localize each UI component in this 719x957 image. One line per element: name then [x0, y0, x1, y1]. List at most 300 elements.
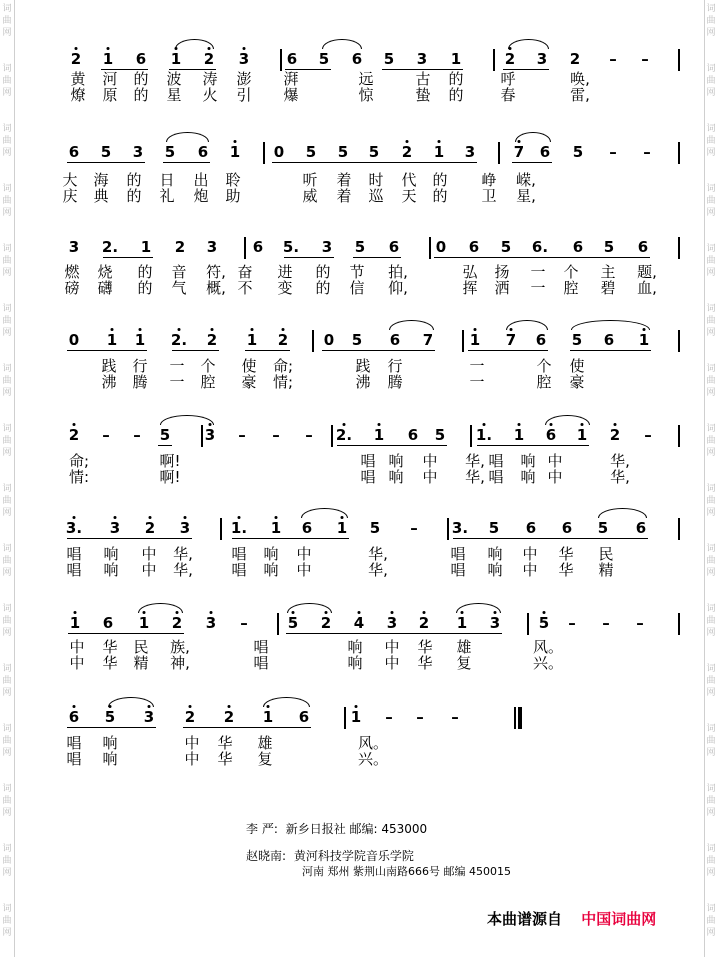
watermark-glyph: 曲 — [706, 496, 716, 506]
note: 6 — [68, 143, 80, 161]
lyric-char: 践 — [101, 357, 117, 375]
octave-dot — [378, 423, 381, 426]
watermark-glyph: 曲 — [706, 136, 716, 146]
note: 6 — [603, 331, 615, 349]
lyric-char: 扬 — [494, 263, 510, 281]
watermark-glyph: 曲 — [2, 196, 12, 206]
lyric-char: 湃 — [283, 70, 299, 88]
lyric-char: 澎 — [236, 70, 252, 88]
watermark-glyph: 曲 — [2, 16, 12, 26]
note: 1 — [229, 143, 241, 161]
note: 3 — [386, 614, 398, 632]
octave-dot — [73, 516, 76, 519]
octave-dot — [474, 328, 477, 331]
note: – — [451, 708, 459, 726]
lyric-char: 华 — [217, 750, 233, 768]
lyric-char: 精 — [133, 654, 149, 672]
watermark-glyph: 曲 — [2, 916, 12, 926]
watermark-glyph: 词 — [2, 664, 12, 674]
lyric-line — [0, 187, 719, 205]
lyric-char: 响 — [520, 452, 536, 470]
lyric-char: 的 — [133, 86, 149, 104]
beam-underline — [183, 727, 311, 728]
note: 0 — [323, 331, 335, 349]
lyric-char: 中 — [522, 545, 538, 563]
octave-dot — [111, 328, 114, 331]
lyric-char: 中 — [69, 638, 85, 656]
lyric-char: 中 — [522, 561, 538, 579]
watermark-glyph: 网 — [2, 88, 12, 98]
octave-dot — [184, 516, 187, 519]
watermark-glyph: 词 — [2, 304, 12, 314]
bar-line — [678, 330, 680, 352]
lyric-char: 雷, — [570, 86, 590, 104]
note: 5 — [100, 143, 112, 161]
note: 2 — [184, 708, 196, 726]
watermark-glyph: 词 — [2, 904, 12, 914]
lyric-char: 卫 — [481, 187, 497, 205]
beam-underline — [232, 538, 349, 539]
watermark-glyph: 词 — [706, 64, 716, 74]
octave-dot — [251, 328, 254, 331]
watermark-glyph: 网 — [2, 508, 12, 518]
lyric-char: 拍, — [388, 263, 408, 281]
note: 3. — [65, 519, 83, 537]
beam-underline — [453, 538, 648, 539]
lyric-char: 响 — [347, 638, 363, 656]
note: – — [238, 426, 246, 444]
lyric-char: 华, — [610, 468, 630, 486]
watermark-glyph: 词 — [2, 484, 12, 494]
footer-text-2: 黄河科技学院音乐学院 — [293, 849, 414, 863]
watermark-glyph: 词 — [706, 664, 716, 674]
watermark-glyph: 词 — [706, 904, 716, 914]
octave-dot — [189, 705, 192, 708]
lyric-char: 中 — [384, 654, 400, 672]
note: 3 — [321, 238, 333, 256]
lyric-char: 符, — [206, 263, 226, 281]
lyric-char: 啊! — [159, 468, 181, 486]
lyric-char: 使 — [569, 357, 585, 375]
lyric-char: 星 — [166, 86, 182, 104]
watermark-glyph: 曲 — [706, 556, 716, 566]
watermark-glyph: 网 — [2, 868, 12, 878]
note: 5 — [500, 238, 512, 256]
note: 2 — [70, 50, 82, 68]
bar-line — [201, 425, 203, 447]
note: 6 — [102, 614, 114, 632]
note: 5 — [351, 331, 363, 349]
watermark-glyph: 曲 — [706, 316, 716, 326]
octave-dot — [228, 705, 231, 708]
notes-line — [0, 423, 719, 447]
note: 6 — [468, 238, 480, 256]
note: 5 — [571, 331, 583, 349]
octave-dot — [358, 611, 361, 614]
lyric-char: 一 — [169, 357, 185, 375]
footer-line-3: 河南 郑州 紫荆山南路666号 邮编 450015 — [302, 865, 511, 878]
lyric-char: 的 — [315, 263, 331, 281]
note: – — [272, 426, 280, 444]
watermark-glyph: 网 — [706, 928, 716, 938]
octave-dot — [243, 47, 246, 50]
watermark-glyph: 曲 — [706, 616, 716, 626]
note: 2 — [68, 426, 80, 444]
tie-slur — [175, 39, 214, 49]
watermark-glyph: 词 — [706, 844, 716, 854]
lyric-char: 嵘, — [516, 171, 536, 189]
watermark-glyph: 词 — [2, 184, 12, 194]
octave-dot — [210, 611, 213, 614]
watermark-glyph: 曲 — [706, 856, 716, 866]
lyric-line — [0, 654, 719, 672]
tie-slur — [598, 508, 647, 518]
lyric-char: 的 — [432, 187, 448, 205]
watermark-glyph: 网 — [706, 28, 716, 38]
note: 7 — [513, 143, 525, 161]
bar-line — [462, 330, 464, 352]
watermark-glyph: 词 — [2, 724, 12, 734]
bar-line — [678, 142, 680, 164]
lyric-char: 黄 — [70, 70, 86, 88]
lyric-char: 的 — [315, 279, 331, 297]
octave-dot — [423, 611, 426, 614]
bar-line — [678, 237, 680, 259]
lyric-char: 腾 — [132, 373, 148, 391]
tie-slur — [263, 697, 310, 707]
note: 3 — [416, 50, 428, 68]
lyric-char: 出 — [193, 171, 209, 189]
lyric-char: 爆 — [283, 86, 299, 104]
lyric-char: 响 — [263, 561, 279, 579]
note: 0 — [68, 331, 80, 349]
beam-underline — [353, 257, 401, 258]
watermark-glyph: 网 — [706, 328, 716, 338]
note: 3 — [109, 519, 121, 537]
lyric-char: 惊 — [358, 86, 374, 104]
beam-underline — [468, 350, 548, 351]
note: 1 — [456, 614, 468, 632]
lyric-char: 一 — [169, 373, 185, 391]
octave-dot — [238, 516, 241, 519]
lyric-char: 使 — [241, 357, 257, 375]
notes-line — [0, 47, 719, 71]
lyric-char: 主 — [600, 263, 616, 281]
note: 3 — [489, 614, 501, 632]
lyric-char: 华, — [173, 561, 193, 579]
lyric-char: 引 — [236, 86, 252, 104]
bar-line — [493, 49, 495, 71]
bar-line — [498, 142, 500, 164]
watermark-glyph: 曲 — [706, 916, 716, 926]
beam-underline — [337, 445, 447, 446]
lyric-char: 精 — [598, 561, 614, 579]
watermark-glyph: 网 — [2, 388, 12, 398]
note: 5 — [488, 519, 500, 537]
lyric-char: 唤, — [570, 70, 590, 88]
source-line — [487, 908, 656, 929]
note: 6 — [298, 708, 310, 726]
beam-underline — [163, 162, 210, 163]
bar-line — [678, 49, 680, 71]
bar-line — [263, 142, 265, 164]
note: 1 — [246, 331, 258, 349]
watermark-glyph: 网 — [2, 748, 12, 758]
lyric-char: 时 — [368, 171, 384, 189]
watermark-glyph: 网 — [706, 388, 716, 398]
final-bar-thin — [514, 707, 516, 729]
note: – — [641, 50, 649, 68]
lyric-char: 信 — [349, 279, 365, 297]
watermark-glyph: 网 — [2, 808, 12, 818]
note: 2. — [335, 426, 353, 444]
note: 3 — [238, 50, 250, 68]
lyric-char: 中 — [141, 561, 157, 579]
lyric-char: 族, — [170, 638, 190, 656]
bar-line — [678, 613, 680, 635]
note: 0 — [435, 238, 447, 256]
note: 5 — [164, 143, 176, 161]
lyric-char: 唱 — [488, 452, 504, 470]
note: 1 — [140, 238, 152, 256]
note: 5 — [337, 143, 349, 161]
note: 1 — [170, 50, 182, 68]
watermark-glyph: 网 — [2, 268, 12, 278]
watermark-glyph: 曲 — [706, 376, 716, 386]
lyric-line — [0, 750, 719, 768]
notes-line — [0, 328, 719, 352]
watermark-glyph: 曲 — [2, 676, 12, 686]
footer-line-1 — [246, 822, 427, 837]
octave-dot — [211, 328, 214, 331]
note: 5 — [104, 708, 116, 726]
lyric-char: 弘 — [462, 263, 478, 281]
note: 5 — [434, 426, 446, 444]
bar-line — [277, 613, 279, 635]
lyric-char: 日 — [159, 171, 175, 189]
tie-slur — [389, 320, 434, 330]
note: 6 — [535, 331, 547, 349]
footer-name-2: 赵晓南: — [246, 849, 287, 863]
lyric-char: 一 — [469, 373, 485, 391]
note: – — [636, 614, 644, 632]
octave-dot — [75, 47, 78, 50]
watermark-glyph: 网 — [706, 628, 716, 638]
lyric-char: 燃 — [64, 263, 80, 281]
beam-underline — [322, 350, 435, 351]
watermark-glyph: 词 — [706, 424, 716, 434]
lyric-char: 不 — [237, 279, 253, 297]
octave-dot — [343, 423, 346, 426]
note: 2 — [206, 331, 218, 349]
note: 2 — [609, 426, 621, 444]
octave-dot — [275, 516, 278, 519]
lyric-char: 音 — [171, 263, 187, 281]
watermark-glyph: 词 — [2, 604, 12, 614]
note: 5 — [572, 143, 584, 161]
lyric-char: 响 — [487, 561, 503, 579]
notes-line — [0, 140, 719, 164]
lyric-char: 助 — [225, 187, 241, 205]
footer-text-1: 新乡日报社 邮编: 453000 — [285, 822, 428, 836]
lyric-char: 着 — [336, 171, 352, 189]
watermark-glyph: 网 — [706, 868, 716, 878]
lyric-char: 沸 — [355, 373, 371, 391]
watermark-glyph: 词 — [706, 544, 716, 554]
note: – — [568, 614, 576, 632]
watermark-glyph: 词 — [2, 424, 12, 434]
lyric-char: 唱 — [360, 468, 376, 486]
watermark-glyph: 网 — [706, 808, 716, 818]
note: 4 — [353, 614, 365, 632]
watermark-glyph: 词 — [706, 724, 716, 734]
lyric-char: 个 — [536, 357, 552, 375]
note: – — [643, 143, 651, 161]
note: 3 — [206, 238, 218, 256]
watermark-glyph: 词 — [2, 4, 12, 14]
watermark-glyph: 曲 — [2, 616, 12, 626]
note: 3 — [132, 143, 144, 161]
watermark-glyph: 曲 — [706, 796, 716, 806]
lyric-char: 情: — [68, 468, 90, 486]
note: 1 — [134, 331, 146, 349]
note: 3. — [451, 519, 469, 537]
tie-slur — [571, 320, 650, 330]
notes-line — [0, 705, 719, 729]
watermark-glyph: 词 — [706, 484, 716, 494]
lyric-char: 响 — [102, 750, 118, 768]
lyric-char: 华, — [368, 545, 388, 563]
bar-line — [280, 49, 282, 71]
lyric-char: 命; — [272, 357, 294, 375]
lyric-char: 洒 — [494, 279, 510, 297]
lyric-char: 响 — [103, 561, 119, 579]
note: 3 — [68, 238, 80, 256]
note: – — [240, 614, 248, 632]
lyric-char: 华 — [217, 734, 233, 752]
note: 2 — [223, 708, 235, 726]
note: 1 — [102, 50, 114, 68]
watermark-glyph: 曲 — [706, 196, 716, 206]
tie-slur — [515, 132, 551, 142]
octave-dot — [149, 516, 152, 519]
lyric-char: 华, — [610, 452, 630, 470]
watermark-glyph: 曲 — [2, 76, 12, 86]
lyric-char: 行 — [387, 357, 403, 375]
note: 1. — [475, 426, 493, 444]
watermark-glyph: 曲 — [706, 76, 716, 86]
note: – — [602, 614, 610, 632]
lyric-char: 节 — [349, 263, 365, 281]
beam-underline — [68, 633, 184, 634]
lyric-char: 唱 — [360, 452, 376, 470]
watermark-glyph: 曲 — [2, 736, 12, 746]
watermark-glyph: 网 — [706, 568, 716, 578]
octave-dot — [543, 611, 546, 614]
lyric-line — [0, 86, 719, 104]
note: 3 — [536, 50, 548, 68]
lyric-char: 的 — [448, 86, 464, 104]
lyric-char: 炮 — [193, 187, 209, 205]
lyric-char: 华, — [465, 452, 485, 470]
lyric-char: 河 — [102, 70, 118, 88]
beam-underline — [67, 350, 147, 351]
tie-slur — [506, 320, 548, 330]
watermark-glyph: 曲 — [706, 676, 716, 686]
lyric-char: 豪 — [241, 373, 257, 391]
lyric-char: 一 — [530, 279, 546, 297]
lyric-char: 仰, — [388, 279, 408, 297]
lyric-char: 兴。 — [532, 654, 564, 672]
lyric-char: 挥 — [462, 279, 478, 297]
note: 2 — [504, 50, 516, 68]
note: 2 — [203, 50, 215, 68]
note: 1 — [513, 426, 525, 444]
note: 6 — [525, 519, 537, 537]
note: 2 — [144, 519, 156, 537]
lyric-char: 的 — [133, 70, 149, 88]
tie-slur — [322, 39, 362, 49]
notes-line — [0, 611, 719, 635]
lyric-char: 雄 — [456, 638, 472, 656]
bar-line — [429, 237, 431, 259]
octave-dot — [107, 47, 110, 50]
lyric-char: 复 — [257, 750, 273, 768]
source-site: 中国词曲网 — [581, 910, 657, 928]
note: 2 — [418, 614, 430, 632]
note: 1 — [576, 426, 588, 444]
octave-dot — [614, 423, 617, 426]
note: – — [609, 50, 617, 68]
lyric-char: 聆 — [225, 171, 241, 189]
tie-slur — [138, 603, 183, 613]
note: 6. — [531, 238, 549, 256]
note: 2 — [401, 143, 413, 161]
lyric-char: 呼 — [500, 70, 516, 88]
lyric-char: 民 — [133, 638, 149, 656]
beam-underline — [67, 162, 145, 163]
note: 1 — [69, 614, 81, 632]
lyric-char: 风。 — [532, 638, 564, 656]
lyric-char: 腔 — [563, 279, 579, 297]
lyric-char: 唱 — [488, 468, 504, 486]
beam-underline — [245, 350, 290, 351]
lyric-char: 响 — [347, 654, 363, 672]
beam-underline — [172, 350, 219, 351]
lyric-char: 唱 — [253, 654, 269, 672]
octave-dot — [355, 705, 358, 708]
note: 1 — [433, 143, 445, 161]
note: 6 — [351, 50, 363, 68]
note: – — [609, 143, 617, 161]
lyric-char: 唱 — [66, 750, 82, 768]
octave-dot — [282, 328, 285, 331]
lyric-char: 情; — [272, 373, 294, 391]
lyric-char: 神, — [170, 654, 190, 672]
source-label: 本曲谱源自 — [487, 910, 563, 928]
note: 5 — [305, 143, 317, 161]
note: 1 — [373, 426, 385, 444]
beam-underline — [103, 257, 153, 258]
lyric-char: 民 — [598, 545, 614, 563]
lyric-char: 唱 — [253, 638, 269, 656]
lyric-char: 磅 — [64, 279, 80, 297]
lyric-char: 典 — [93, 187, 109, 205]
note: 5 — [354, 238, 366, 256]
lyric-char: 代 — [401, 171, 417, 189]
octave-dot — [391, 611, 394, 614]
watermark-glyph: 词 — [706, 124, 716, 134]
